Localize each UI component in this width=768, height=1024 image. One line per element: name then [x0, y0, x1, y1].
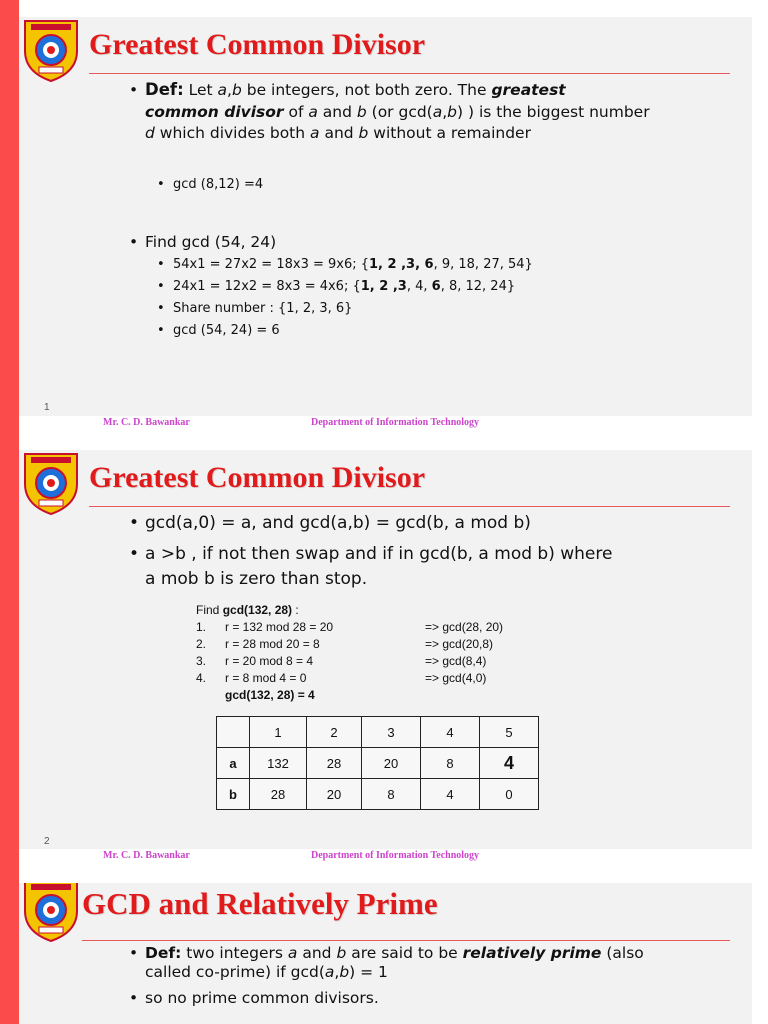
- table-cell: 20: [307, 779, 362, 810]
- title-divider: [89, 73, 730, 74]
- slide-number: 2: [44, 836, 50, 847]
- slide-title: Greatest Common Divisor: [89, 28, 426, 61]
- definition-line-2: common divisor of a and b (or gcd(a,b) ) is the biggest number: [145, 103, 650, 121]
- footer-author: Mr. C. D. Bawankar: [103, 417, 190, 428]
- find-heading: Find gcd(132, 28) :: [196, 603, 299, 617]
- table-cell: 4: [421, 717, 480, 748]
- swap-rule-line-2: a mob b is zero than stop.: [145, 569, 368, 589]
- table-cell: 28: [250, 779, 307, 810]
- table-cell: 3: [362, 717, 421, 748]
- slide-1: [19, 17, 752, 416]
- college-logo-icon: [22, 450, 80, 516]
- gcd-rule-bullet: • gcd(a,0) = a, and gcd(a,b) = gcd(b, a mod b): [129, 513, 531, 533]
- slide-footer-1: [19, 416, 752, 432]
- slide-3: [19, 883, 752, 1024]
- slide-footer-2: [19, 849, 752, 865]
- college-logo-icon: [22, 883, 80, 943]
- table-cell: 1: [250, 717, 307, 748]
- table-cell: 28: [307, 748, 362, 779]
- table-cell: 8: [421, 748, 480, 779]
- title-divider: [89, 506, 730, 507]
- slide-title: GCD and Relatively Prime: [82, 886, 438, 921]
- step-row: 4. r = 8 mod 4 = 0 => gcd(4,0): [196, 671, 487, 685]
- definition-line-1: • Def: Let a,b be integers, not both zero. The greatest: [129, 80, 566, 99]
- factor-list-54: • 54x1 = 27x2 = 18x3 = 9x6; {1, 2 ,3, 6, 9, 18, 27, 54}: [157, 257, 533, 272]
- footer-department: Department of Information Technology: [311, 850, 480, 861]
- gcd-table: [216, 716, 539, 810]
- relatively-prime-definition-line-2: called co-prime) if gcd(a,b) = 1: [145, 963, 388, 981]
- slide-2: [19, 450, 752, 849]
- table-row: [217, 779, 539, 810]
- table-cell: [217, 717, 250, 748]
- table-cell: 0: [480, 779, 539, 810]
- table-cell: 132: [250, 748, 307, 779]
- title-divider: [82, 940, 730, 941]
- example-gcd-8-12: • gcd (8,12) =4: [157, 177, 264, 192]
- footer-author: Mr. C. D. Bawankar: [103, 850, 190, 861]
- slide-title: Greatest Common Divisor: [89, 461, 426, 494]
- steps-answer: gcd(132, 28) = 4: [225, 688, 315, 702]
- swap-rule-bullet: • a >b , if not then swap and if in gcd(b, a mod b) where: [129, 544, 613, 564]
- table-cell: b: [217, 779, 250, 810]
- definition-line-3: d which divides both a and b without a remainder: [145, 124, 531, 142]
- table-cell: 20: [362, 748, 421, 779]
- step-row: 2. r = 28 mod 20 = 8 => gcd(20,8): [196, 637, 494, 651]
- table-cell: 2: [307, 717, 362, 748]
- footer-department: Department of Information Technology: [311, 417, 480, 428]
- no-prime-common-divisors: • so no prime common divisors.: [129, 989, 379, 1007]
- euclid-steps: [196, 603, 504, 705]
- table-cell: 8: [362, 779, 421, 810]
- find-gcd-heading: • Find gcd (54, 24): [129, 233, 277, 251]
- table-header-row: [217, 717, 539, 748]
- relatively-prime-definition: • Def: two integers a and b are said to be relatively prime (also: [129, 944, 644, 962]
- table-cell: 4: [421, 779, 480, 810]
- table-cell: a: [217, 748, 250, 779]
- factor-list-24: • 24x1 = 12x2 = 8x3 = 4x6; {1, 2 ,3, 4, 6, 8, 12, 24}: [157, 279, 516, 294]
- table-cell: 4: [480, 748, 539, 779]
- slide-number: 1: [44, 402, 50, 413]
- table-cell: 5: [480, 717, 539, 748]
- shared-numbers: • Share number : {1, 2, 3, 6}: [157, 301, 353, 316]
- college-logo-icon: [22, 17, 80, 83]
- step-row: 1. r = 132 mod 28 = 20 => gcd(28, 20): [196, 620, 504, 634]
- left-accent-strip: [0, 0, 19, 1024]
- table-row: [217, 748, 539, 779]
- step-row: 3. r = 20 mod 8 = 4 => gcd(8,4): [196, 654, 487, 668]
- gcd-result: • gcd (54, 24) = 6: [157, 323, 280, 338]
